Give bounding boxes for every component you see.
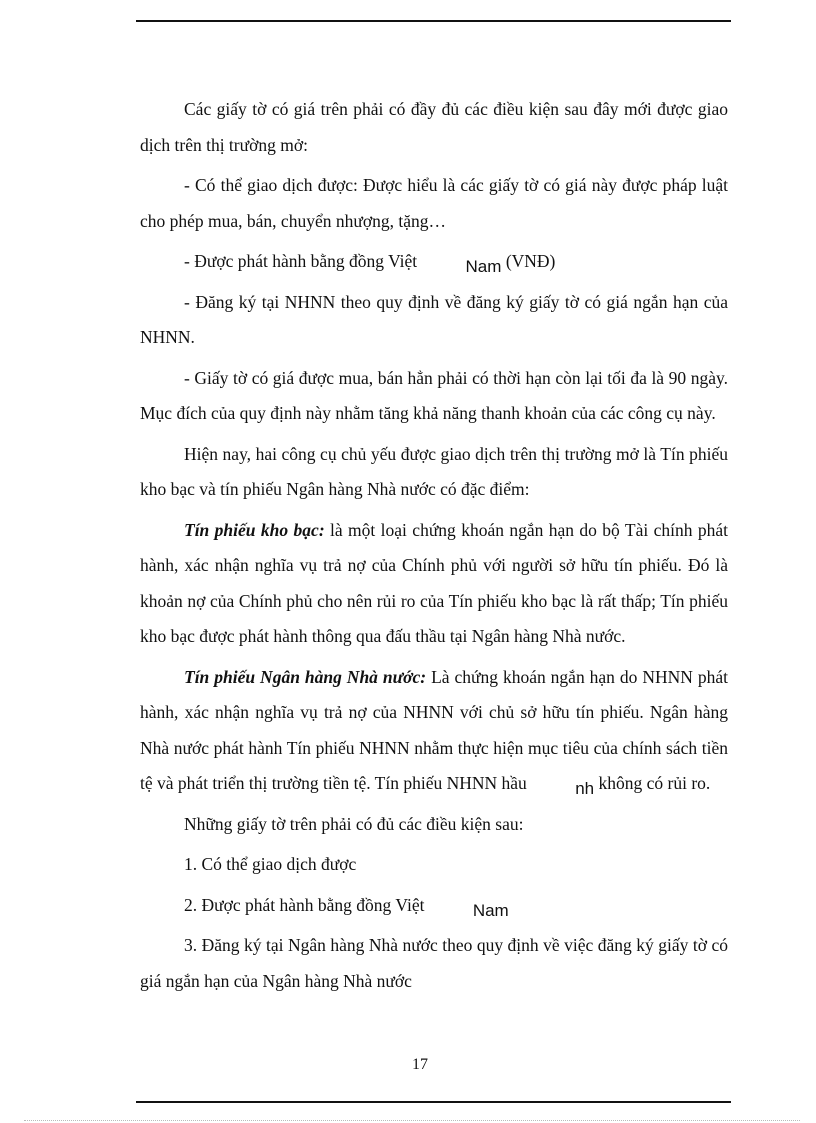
page-body — [140, 92, 728, 999]
paragraph-registration: - Đăng ký tại NHNN theo quy định về đăng ký giấy tờ có giá ngắn hạn của NHNN. — [140, 291, 728, 347]
list-item-3: 3. Đăng ký tại Ngân hàng Nhà nước theo quy định về việc đăng ký giấy tờ có giá ngắn hạn của Ngân hàng Nhà nước — [140, 935, 728, 991]
page-number: 17 — [412, 1056, 428, 1073]
paragraph-conditions-list-intro: Những giấy tờ trên phải có đủ các điều kiện sau: — [184, 813, 524, 834]
paragraph-instruments: Hiện nay, hai công cụ chủ yếu được giao dịch trên thị trường mở là Tín phiếu kho bạc và tín phiếu Ngân hàng Nhà nước có đặc điểm: — [140, 443, 728, 499]
list-item-1: 1. Có thể giao dịch được — [184, 854, 357, 874]
paragraph-sbv-bill — [140, 660, 728, 802]
list-item-2-text: 2. Được phát hành bằng đồng Việt — [184, 894, 425, 915]
list-item-2 — [140, 888, 728, 924]
paragraph-treasury-bill — [140, 513, 728, 655]
paragraph-vnd — [140, 244, 728, 280]
term-sbv-bill-colon: : — [420, 666, 427, 687]
paragraph-tradable: - Có thể giao dịch được: Được hiểu là các giấy tờ có giá này được pháp luật cho phép mua, bán, chuyển nhượng, tặng… — [140, 175, 728, 231]
list-item-2-sub: Nam — [472, 900, 509, 920]
page-edge-dots — [24, 1120, 800, 1121]
term-sbv-bill: Tín phiếu Ngân hàng Nhà nước — [184, 666, 421, 687]
treasury-bill-definition: là một loại chứng khoán ngắn hạn do bộ Tài chính phát hành, xác nhận nghĩa vụ trả nợ của Chính phủ với người sở hữu tín phiếu. Đó là khoản nợ của Chính phủ cho nên rủi ro của Tín phiếu kho bạc là rất thấp; Tín phiếu kho bạc được phát hành thông qua đấu thầu tại Ngân hàng Nhà nước. — [140, 519, 728, 646]
term-treasury-bill-colon: : — [318, 519, 325, 540]
paragraph-maturity: - Giấy tờ có giá được mua, bán hẳn phải có thời hạn còn lại tối đa là 90 ngày. Mục đích của quy định này nhằm tăng khả năng thanh khoản của các công cụ này. — [140, 367, 728, 423]
paragraph-conditions-intro: Các giấy tờ có giá trên phải có đầy đủ các điều kiện sau đây mới được giao dịch trên thị trường mở: — [140, 99, 728, 155]
footer-rule — [136, 1101, 731, 1103]
header-rule — [136, 20, 731, 22]
paragraph-vnd-end: (VNĐ) — [505, 251, 556, 271]
sbv-bill-sub: nh — [575, 779, 595, 798]
paragraph-vnd-sub: Nam — [465, 257, 502, 276]
sbv-bill-definition: Là chứng khoán ngắn hạn do NHNN phát hành, xác nhận nghĩa vụ trả nợ của NHNN với chủ sở hữu tín phiếu. Ngân hàng Nhà nước phát hành Tín phiếu NHNN nhằm thực hiện mục tiêu của chính sách tiền tệ và phát triển thị trường tiền tệ. Tín phiếu NHNN hầu — [140, 666, 728, 793]
sbv-bill-end: không có rủi ro. — [598, 773, 711, 793]
paragraph-vnd-text: - Được phát hành bằng đồng Việt — [184, 251, 418, 271]
term-treasury-bill: Tín phiếu kho bạc — [184, 519, 319, 540]
